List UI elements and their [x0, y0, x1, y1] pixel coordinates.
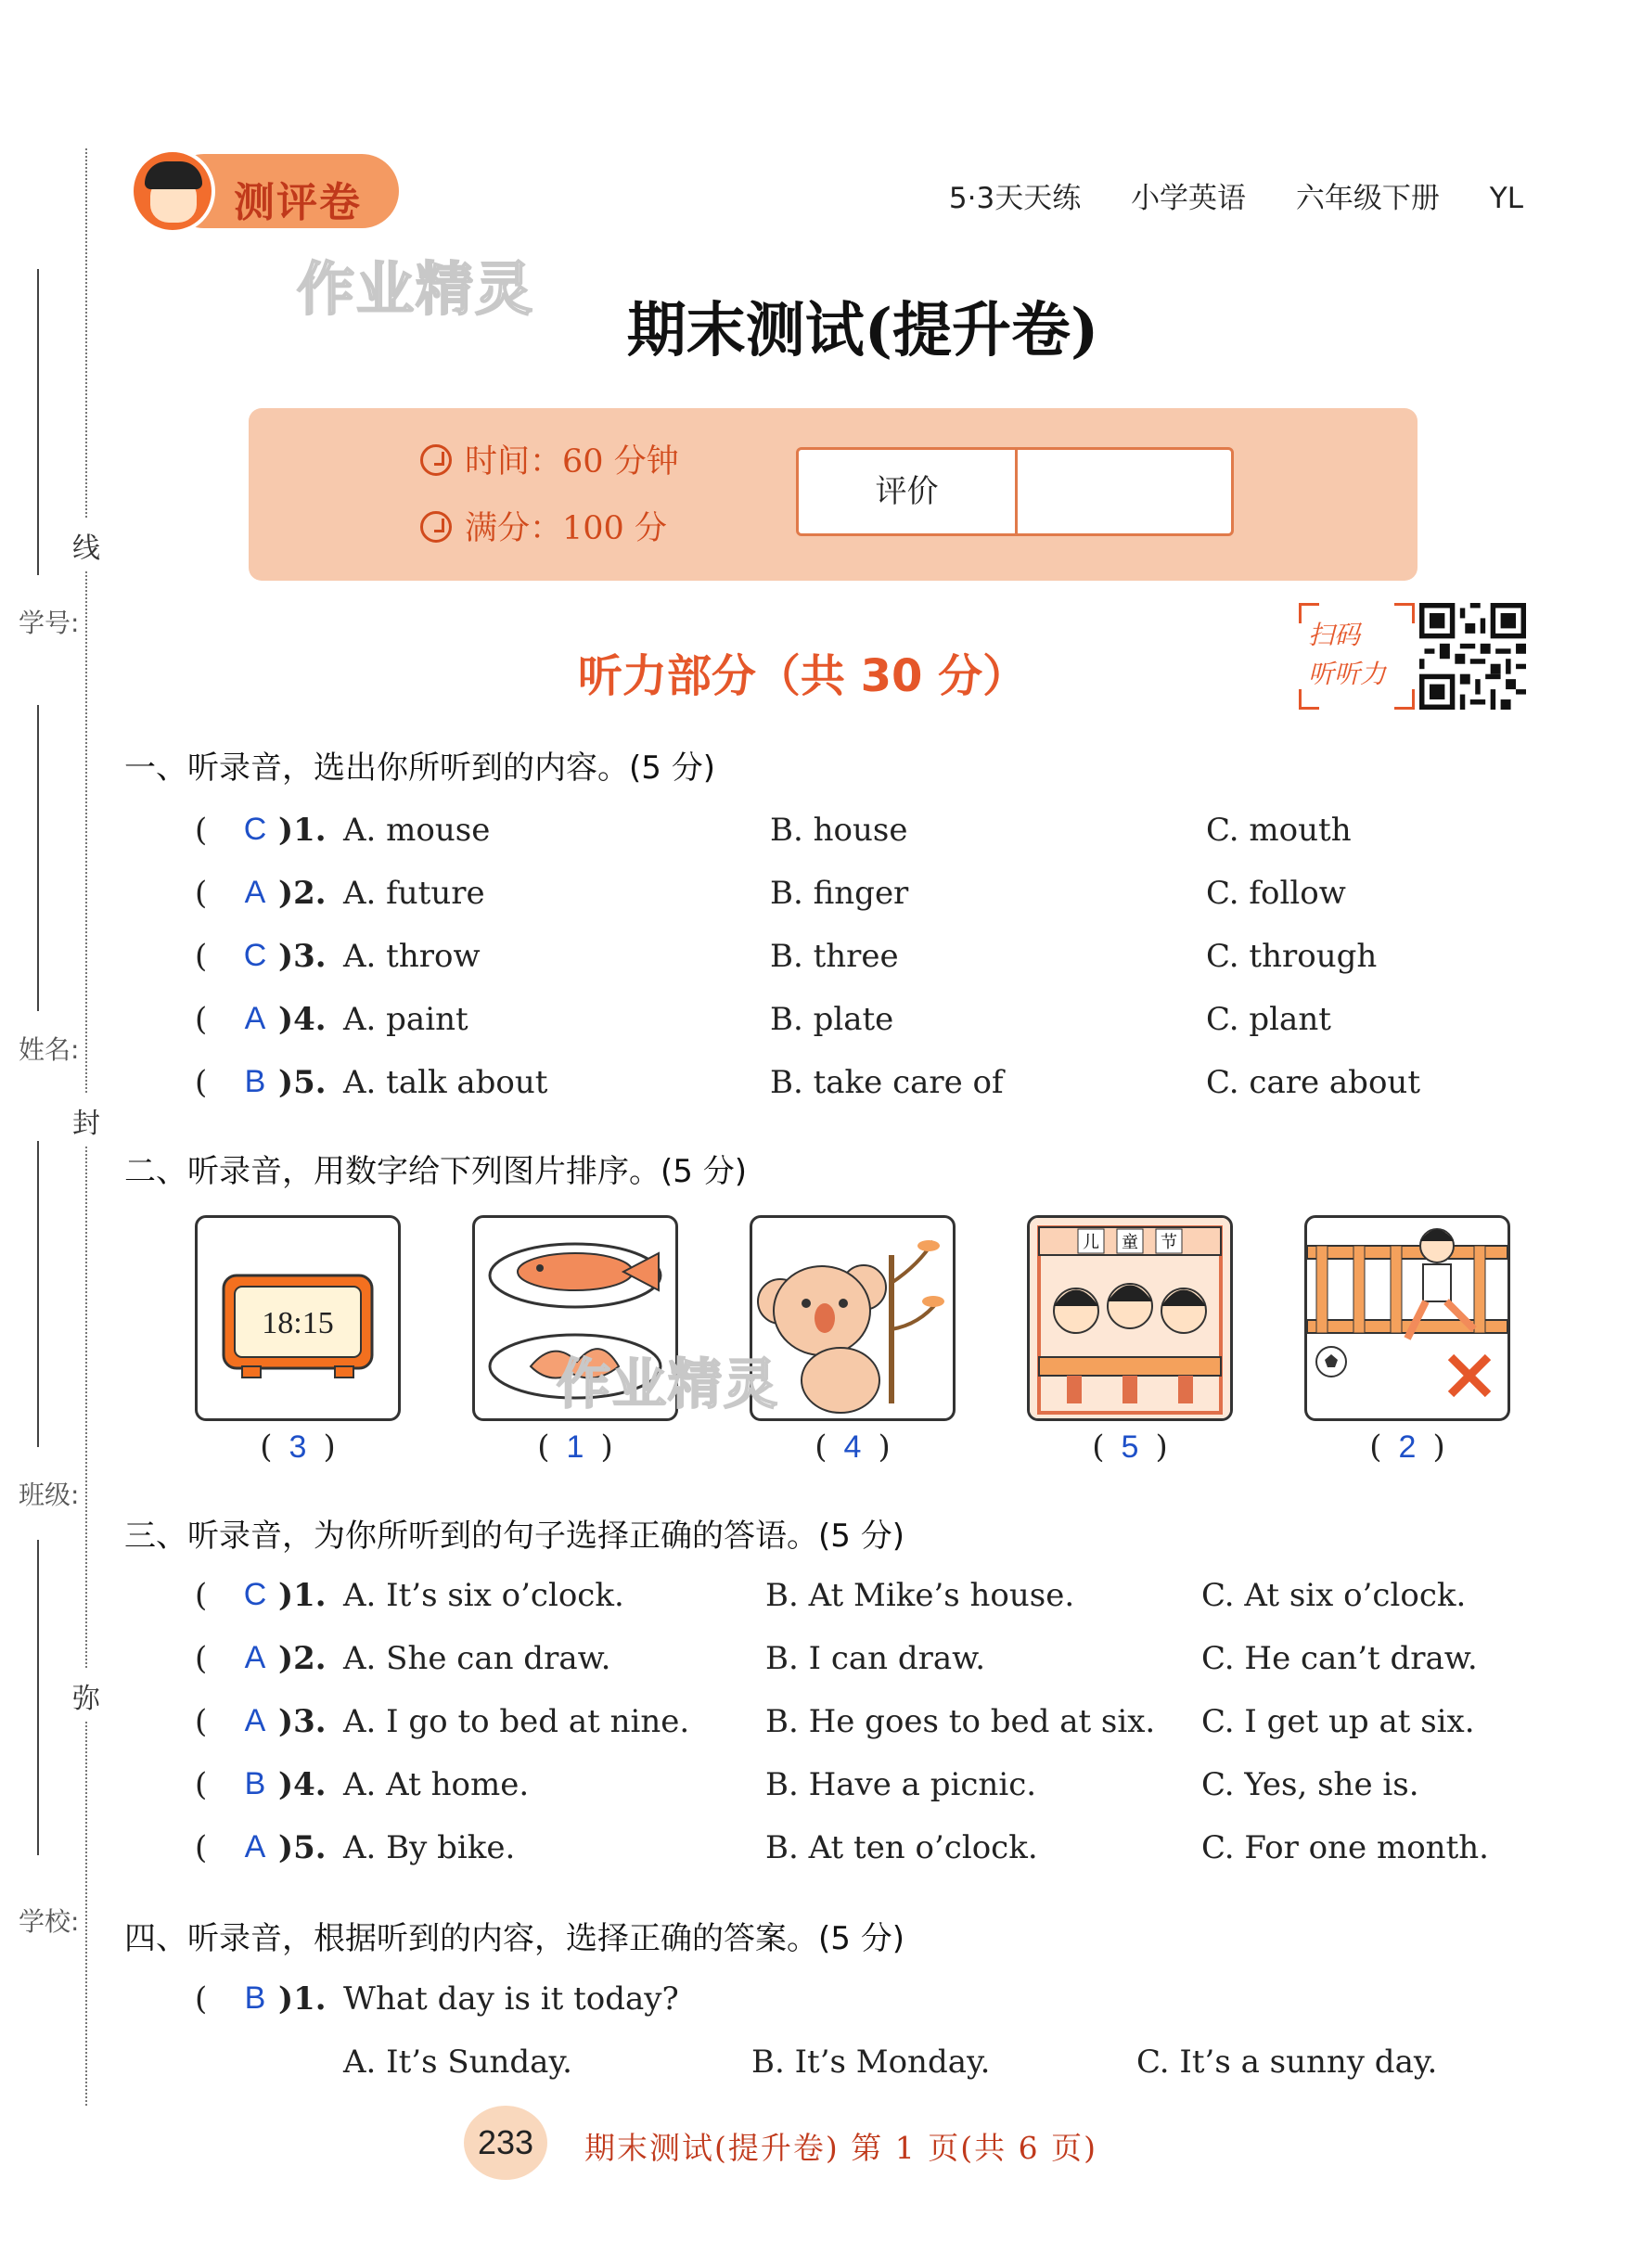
scan-label-1: 扫码 [1308, 620, 1361, 650]
binding-line-label: 线 [72, 519, 100, 571]
option-a: A. talk about [343, 1064, 548, 1101]
option-a: A. I go to bed at nine. [343, 1703, 690, 1740]
part1-heading: 一、听录音，选出你所听到的内容。(5 分) [124, 750, 715, 787]
option-c: C. follow [1206, 875, 1346, 912]
option-b: B. At Mike’s house. [765, 1577, 1075, 1614]
binding-field-fragment: 姓名: [19, 1034, 80, 1065]
binding-rule [37, 705, 39, 1011]
listening-section-title: 听力部分（共 30 分） [577, 650, 1028, 702]
part4-heading: 四、听录音，根据听到的内容，选择正确的答案。(5 分) [124, 1920, 904, 1957]
option-c: C. plant [1206, 1001, 1331, 1038]
option-c: C. It’s a sunny day. [1136, 2044, 1438, 2081]
answer-mark: A [244, 1001, 266, 1036]
evaluation-value [1021, 450, 1231, 533]
part3-item: ( A )5. A. By bike. B. At ten o’clock. C. For one month. [195, 1829, 1489, 1866]
option-b: B. I can draw. [765, 1640, 986, 1677]
part1-item: ( A )4. A. paint B. plate C. plant [195, 1001, 1331, 1038]
grade-name: 六年级下册 [1295, 182, 1440, 215]
no-football-icon [1307, 1218, 1507, 1418]
option-c: C. For one month. [1201, 1829, 1489, 1866]
option-b: B. At ten o’clock. [765, 1829, 1038, 1866]
part1-item: ( B )5. A. talk about B. take care of C. care about [195, 1064, 1420, 1101]
option-b: B. plate [770, 1001, 894, 1038]
scan-label-2: 听听力 [1308, 659, 1387, 689]
watermark: 作业精灵 [297, 255, 535, 323]
check-icon [420, 511, 452, 543]
answer-mark: B [244, 1766, 266, 1801]
option-c: C. through [1206, 938, 1378, 975]
option-c: C. I get up at six. [1201, 1703, 1475, 1740]
binding-field-fragment: 学校: [19, 1906, 80, 1937]
mascot-face-icon [130, 148, 215, 234]
page-number: 233 [464, 2106, 547, 2180]
full-score: 满分：100 分 [420, 503, 667, 549]
picture-koala [750, 1215, 956, 1421]
answer-mark: A [244, 1640, 266, 1675]
binding-rule [37, 1540, 39, 1855]
option-a: A. By bike. [343, 1829, 516, 1866]
picture-no-football [1304, 1215, 1510, 1421]
exam-title: 期末测试(提升卷) [626, 296, 1099, 365]
exam-info-box [249, 408, 1418, 581]
option-a: A. future [343, 875, 485, 912]
series-name: 5·3天天练 [948, 182, 1082, 215]
part4-options [195, 2044, 1540, 2099]
option-a: A. mouse [343, 812, 491, 849]
option-b: B. He goes to bed at six. [765, 1703, 1156, 1740]
book-info [917, 174, 1523, 216]
evaluation-label: 评价 [799, 450, 1018, 533]
answer-mark: C [243, 938, 267, 973]
binding-field-fragment: 学号: [19, 608, 80, 638]
answer-mark: A [244, 1703, 266, 1738]
option-c: C. At six o’clock. [1201, 1577, 1467, 1614]
qr-code-icon[interactable] [1419, 603, 1526, 710]
picture-clock [195, 1215, 401, 1421]
part3-heading: 三、听录音，为你所听到的句子选择正确的答语。(5 分) [124, 1518, 904, 1555]
option-a: A. paint [343, 1001, 468, 1038]
option-b: B. finger [770, 875, 909, 912]
answer-mark: A [244, 1829, 266, 1864]
binding-secret-label: 弥 [72, 1670, 100, 1722]
part1-item: ( C )1. A. mouse B. house C. mouth [195, 812, 1352, 849]
option-a: A. throw [343, 938, 481, 975]
part1-item: ( A )2. A. future B. finger C. follow [195, 875, 1346, 912]
footer-text: 期末测试(提升卷) 第 1 页(共 6 页) [584, 2130, 1097, 2166]
option-a: A. At home. [343, 1766, 530, 1803]
option-a: A. It’s Sunday. [343, 2044, 572, 2081]
binding-rule [37, 1141, 39, 1447]
picture-answer: ( 3 ) [260, 1429, 336, 1466]
option-c: C. mouth [1206, 812, 1352, 849]
subject-name: 小学英语 [1131, 182, 1247, 215]
option-b: B. three [770, 938, 899, 975]
time-limit: 时间：60 分钟 [420, 436, 679, 482]
answer-mark: A [244, 875, 266, 910]
option-b: B. Have a picnic. [765, 1766, 1037, 1803]
banner-char: 节 [1161, 1233, 1177, 1252]
option-a: A. She can draw. [343, 1640, 611, 1677]
binding-seal-label: 封 [72, 1095, 100, 1147]
option-c: C. Yes, she is. [1201, 1766, 1419, 1803]
koala-icon [752, 1218, 953, 1418]
scan-to-listen[interactable] [1299, 603, 1415, 710]
option-c: C. care about [1206, 1064, 1420, 1101]
option-a: A. It’s six o’clock. [343, 1577, 624, 1614]
part3-item: ( A )2. A. She can draw. B. I can draw. C. He can’t draw. [195, 1640, 1478, 1677]
answer-mark: C [243, 1577, 267, 1612]
binding-field-fragment: 班级: [19, 1480, 80, 1510]
picture-answer: ( 5 ) [1092, 1429, 1168, 1466]
banner-char: 儿 [1083, 1233, 1099, 1252]
part2-heading: 二、听录音，用数字给下列图片排序。(5 分) [124, 1153, 747, 1190]
answer-mark: C [243, 812, 267, 847]
banner-char: 童 [1122, 1233, 1138, 1252]
clock-time: 18:15 [262, 1306, 334, 1340]
part3-item: ( C )1. A. It’s six o’clock. B. At Mike’s house. C. At six o’clock. [195, 1577, 1467, 1614]
part3-item: ( A )3. A. I go to bed at nine. B. He goes to bed at six. C. I get up at six. [195, 1703, 1475, 1740]
picture-answer: ( 4 ) [815, 1429, 891, 1466]
part4-question: ( B )1. What day is it today? [195, 1980, 679, 2018]
clock-icon [198, 1218, 398, 1418]
edition-code: YL [1489, 182, 1523, 215]
picture-answer: ( 2 ) [1369, 1429, 1445, 1466]
part1-item: ( C )3. A. throw B. three C. through [195, 938, 1378, 975]
option-c: C. He can’t draw. [1201, 1640, 1478, 1677]
part3-item: ( B )4. A. At home. B. Have a picnic. C. Yes, she is. [195, 1766, 1419, 1803]
series-badge [130, 148, 399, 234]
option-b: B. house [770, 812, 908, 849]
option-b: B. It’s Monday. [751, 2044, 991, 2081]
party-icon [1030, 1218, 1230, 1418]
option-b: B. take care of [770, 1064, 1004, 1101]
answer-mark: B [244, 1064, 266, 1099]
answer-mark: B [244, 1980, 266, 2016]
badge-label: 测评卷 [234, 179, 362, 226]
watermark: 作业精灵 [557, 1352, 780, 1416]
question-text: What day is it today? [343, 1980, 679, 2018]
clock-icon [420, 444, 452, 476]
picture-childrens-day [1027, 1215, 1233, 1421]
picture-answer: ( 1 ) [537, 1429, 613, 1466]
evaluation-box [796, 447, 1234, 536]
